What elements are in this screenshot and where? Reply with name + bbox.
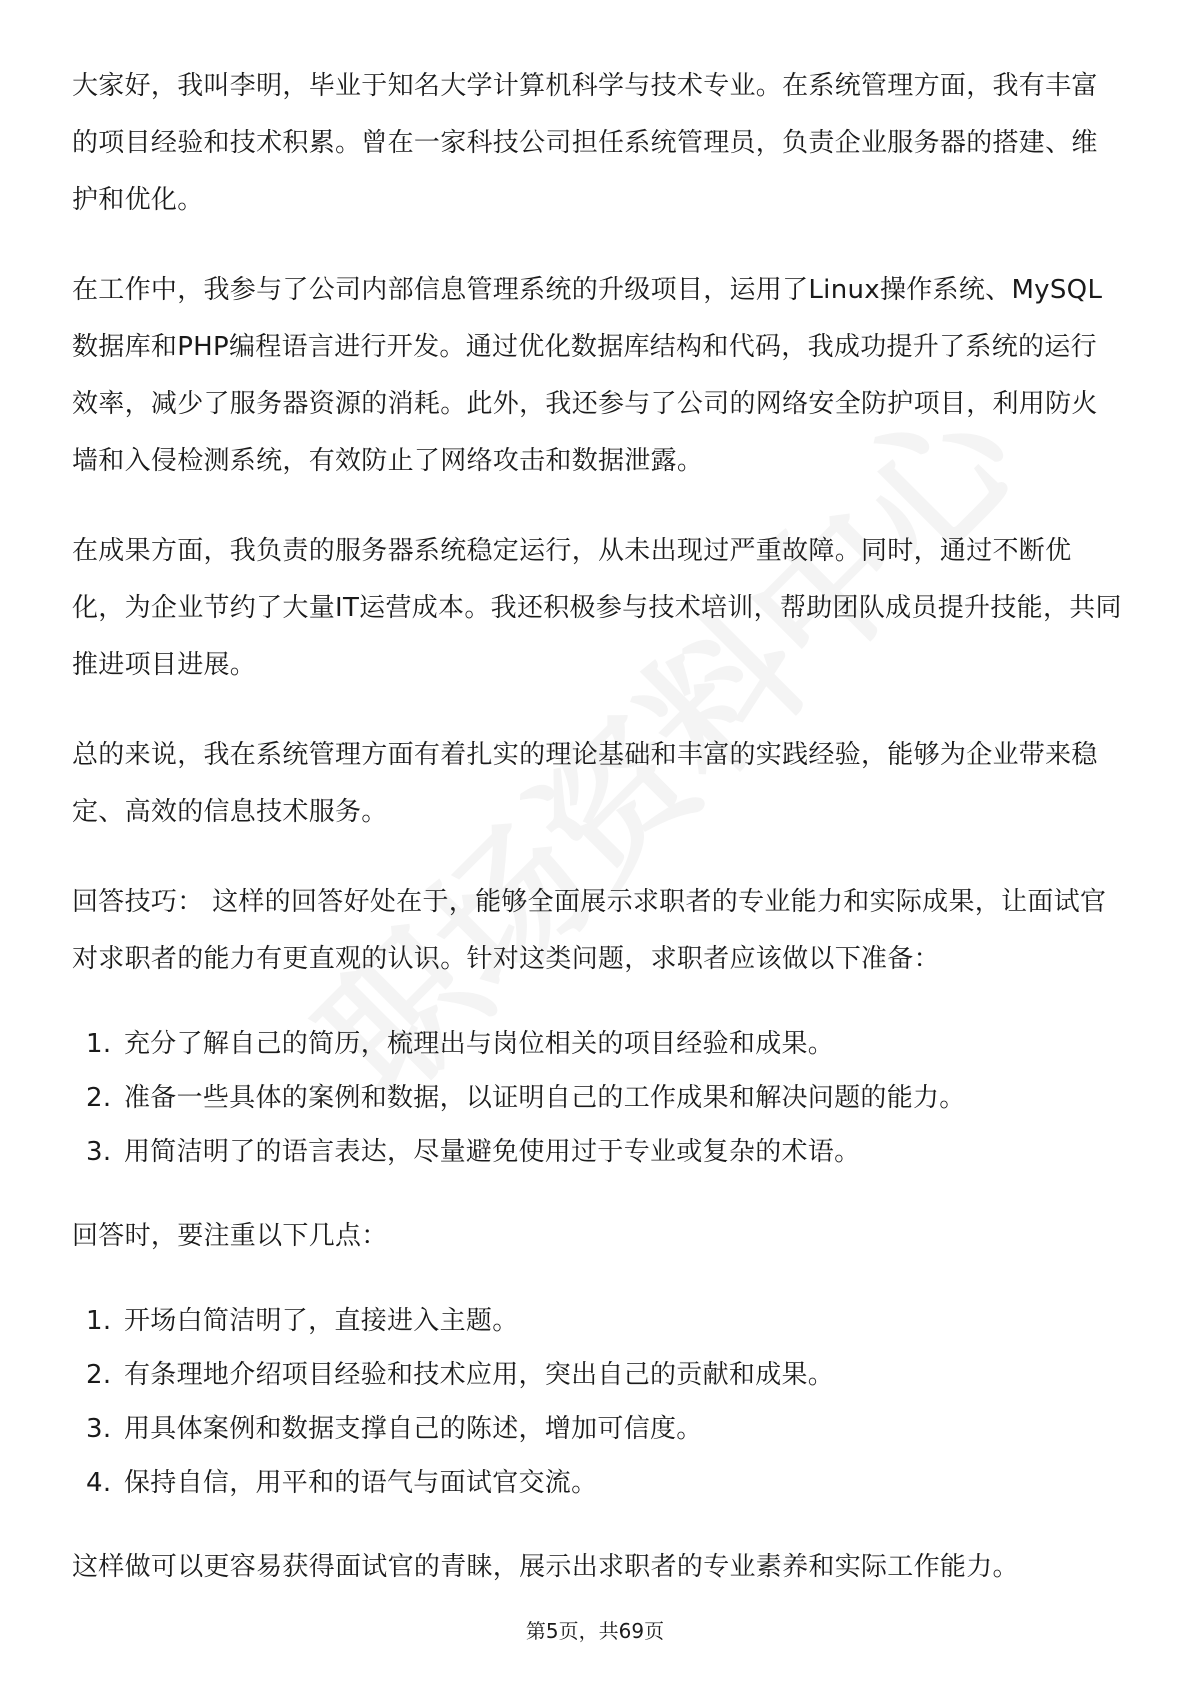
list-item-number: 3. [86,1137,112,1167]
points-intro: 回答时，要注重以下几点： [72,1221,388,1251]
list-item-number: 2. [86,1360,112,1390]
list-item [72,1125,1122,1179]
list-item-number: 1. [86,1029,112,1059]
list-item [72,1294,1122,1348]
list-item-text: 充分了解自己的简历，梳理出与岗位相关的项目经验和成果。 [124,1029,835,1059]
page-number: 第5页，共69页 [525,1619,665,1643]
list-item-number: 3. [86,1414,112,1444]
paragraph-achievements: 在成果方面，我负责的服务器系统稳定运行，从未出现过严重故障。同时，通过不断优化，为企业节约了大量IT运营成本。我还积极参与技术培训，帮助团队成员提升技能，共同推进项目进展。 [72,536,1122,680]
list-item-text: 有条理地介绍项目经验和技术应用，突出自己的贡献和成果。 [124,1360,835,1390]
list-item-text: 开场白简洁明了，直接进入主题。 [124,1306,519,1336]
tips-intro: 回答技巧： 这样的回答好处在于，能够全面展示求职者的专业能力和实际成果，让面试官对求职者的能力有更直观的认识。针对这类问题，求职者应该做以下准备： [72,887,1107,974]
paragraph-summary: 总的来说，我在系统管理方面有着扎实的理论基础和丰富的实践经验，能够为企业带来稳定、高效的信息技术服务。 [72,740,1098,827]
list-item [72,1402,1122,1456]
list-item-text: 用具体案例和数据支撑自己的陈述，增加可信度。 [124,1414,703,1444]
list-item-text: 用简洁明了的语言表达，尽量避免使用过于专业或复杂的术语。 [124,1137,861,1167]
list-item [72,1071,1122,1125]
list-item-number: 1. [86,1306,112,1336]
list-item-text: 准备一些具体的案例和数据，以证明自己的工作成果和解决问题的能力。 [124,1083,966,1113]
paragraph-work-experience: 在工作中，我参与了公司内部信息管理系统的升级项目，运用了Linux操作系统、MySQL数据库和PHP编程语言进行开发。通过优化数据库结构和代码，我成功提升了系统的运行效率，减少了服务器资源的消耗。此外，我还参与了公司的网络安全防护项目，利用防火墙和入侵检测系统，有效防止了网络攻击和数据泄露。 [72,275,1103,476]
list-item-number: 2. [86,1083,112,1113]
tips-list [72,1017,1122,1179]
points-list [72,1294,1122,1510]
list-item [72,1017,1122,1071]
list-item-text: 保持自信，用平和的语气与面试官交流。 [124,1468,598,1498]
paragraph-intro: 大家好，我叫李明，毕业于知名大学计算机科学与技术专业。在系统管理方面，我有丰富的项目经验和技术积累。曾在一家科技公司担任系统管理员，负责企业服务器的搭建、维护和优化。 [72,71,1098,215]
list-item-number: 4. [86,1468,112,1498]
list-item [72,1348,1122,1402]
paragraph-conclusion: 这样做可以更容易获得面试官的青睐，展示出求职者的专业素养和实际工作能力。 [72,1552,1019,1582]
list-item [72,1456,1122,1510]
document-body [72,58,1122,1629]
